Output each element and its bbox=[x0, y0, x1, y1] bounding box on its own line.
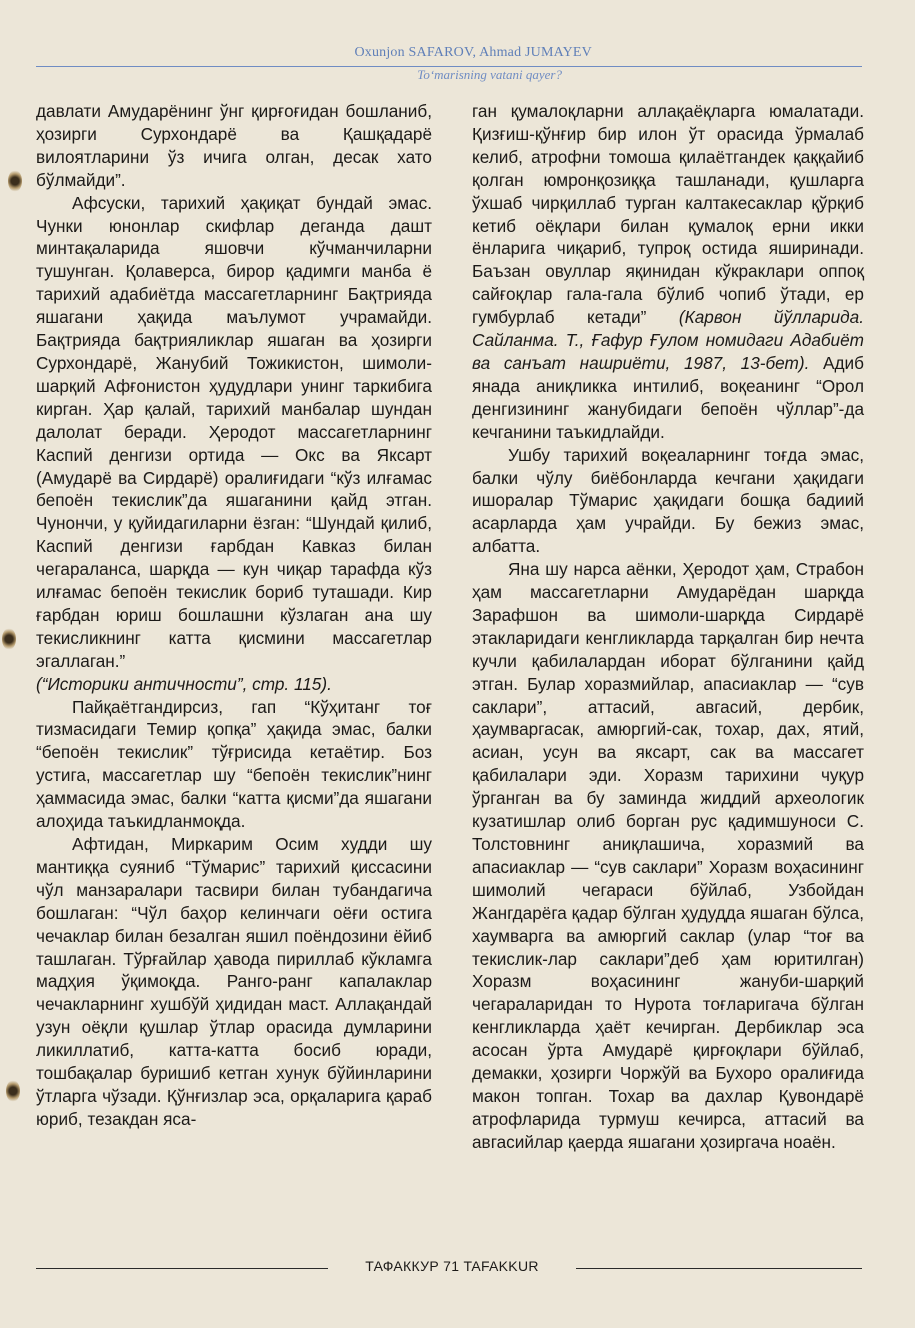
footer-rule-right bbox=[576, 1268, 862, 1269]
left-column bbox=[36, 100, 432, 1131]
page-footer bbox=[36, 1258, 862, 1278]
footer-rule-left bbox=[36, 1268, 328, 1269]
left-paragraph-3 bbox=[36, 696, 432, 833]
running-header bbox=[36, 44, 862, 62]
right-column bbox=[472, 100, 864, 1154]
right-paragraph-3 bbox=[472, 558, 864, 1154]
right-paragraph-1-text: ган қумалоқларни аллақаёқларга юмалатади. Қизғиш-қўнғир бир илон ўт орасида ўрмалаб келиб, атрофни томоша қилаётгандек қаққайиб қолган юмронқозиққа ташланади, қушларга ўхшаб чирқиллаб турган калтакесаклар қўрқиб кетиб оёқлари билан қумалоқ ерни икки ёнларига чиқариб, тупроқ остида яширинади. Баъзан овуллар яқинидан кўкраклари оппоқ сайғоқлар гала-гала бўлиб чопиб ўтади, ер гумбурлаб кетади” bbox=[472, 101, 864, 328]
right-paragraph-1-tail: Адиб янада аниқликка интилиб, воқеанинг “Орол денгизининг жанубидаги бепоён чўллар”-да кечганини таъкидлайди. bbox=[472, 352, 864, 442]
left-paragraph-3-text: Пайқаётгандирсиз, гап “Кўҳитанг тоғ тизмасидаги Темир қопқа” ҳақида эмас, балки “бепоён текислик” тўғрисида кетаётир. Боз устига, массагетлар шу “бепоён текислик”нинг ҳаммасида эмас, балки “катта қисми”да яшагани алоҳида таъкидланмоқда. bbox=[36, 696, 432, 832]
right-paragraph-1 bbox=[472, 100, 864, 444]
left-paragraph-2-text: Афсуски, тарихий ҳақиқат бундай эмас. Чунки юнонлар скифлар деганда дашт минтақаларида яшовчи кўчманчиларни тушунган. Қолаверса, бирор қадимги манба ё тарихий адабиётда массагетларнинг Бақтрияда яшагани ҳақида маълумот учрамайди. Бақтрияда бақтрияликлар яшаган ва ҳозирги Сурхондарё, Жанубий Тожикистон, шимоли-шарқий Афғонистон ҳудудлари унинг таркибига кирган. Ҳар қалай, тарихий манбалар шундан далолат беради. Ҳеродот массагетларнинг Каспий денгизи ортида — Окс ва Яксарт (Амударё ва Сирдарё) оралиғидаги “кўз илғамас бепоён текислик”да яшаганини қайд этган. Чунончи, у қуйидагиларни ёзган: “Шундай қилиб, Каспий денгизи ғарбдан Кавказ билан чегараланса, шарқда — кун чиқар тарафда кўз илғамас бепоён текислик бориб туташади. Кир ғарбдан юриш бошлашни кўзлаган ана шу текисликнинг катта қисмини массагетлар эгаллаган.” bbox=[36, 192, 432, 671]
right-paragraph-3-text: Яна шу нарса аёнки, Ҳеродот ҳам, Страбон ҳам массагетларни Амударёдан шарқда Зарафшон ва шимоли-шарқда Сирдарё этакларидаги кенгликларда тарқалган бир нечта кучли қабилалардан иборат бўлганини қайд этган. Булар хоразмийлар, апасиаклар — “сув саклари”, аттасий, авгасий, дербик, ҳаумваргасак, амюргий-сак, тохар, дах, ятий, асиан, усун ва яксарт, сак ва массагет қабилалари эди. Хоразм тарихини чуқур ўрганган ва бу заминда жиддий археологик кузатишлар олиб борган рус қадимшуноси С. Толстовнинг аниқлашича, хоразмий ва апасиаклар — “сув саклари” Хоразм воҳасининг шимолий чегараси бўйлаб, Узбойдан Жангдарёга қадар бўлган ҳудудда яшаган бўлса, хаумварга ва амюргий саклар (улар “тоғ ва текислик-лар саклари”деб ҳам юритилган) Хоразм воҳасининг жануби-шарқий чегараларидан то Нурота тоғларигача бўлган кенгликларда ҳаёт кечирган. Дербиклар эса асосан ўрта Амударё қирғоқлари бўйлаб, демакки, ҳозирги Чоржўй ва Бухоро оралиғида макон топган. Тохар ва дахлар Қувондарё атрофларида турмуш кечирса, аттасий ва авгасийлар қаерда яшагани ҳозиргача ноаён. bbox=[472, 559, 864, 1152]
binding-hole-mark bbox=[8, 170, 22, 192]
left-paragraph-2 bbox=[36, 192, 432, 696]
left-paragraph-1 bbox=[36, 100, 432, 192]
right-paragraph-2 bbox=[472, 444, 864, 559]
header-subtitle: To‘marisning vatani qayer? bbox=[417, 67, 562, 82]
header-subtitle-wrap bbox=[36, 67, 862, 83]
right-paragraph-1-citation: (Карвон йўлларида. Сайланма. Т., Ғафур Ғулом номидаги Адабиёт ва санъат нашриёти, 1987, 13-бет). bbox=[472, 307, 864, 373]
left-paragraph-1-text: давлати Амударёнинг ўнг қирғоғидан бошланиб, ҳозирги Сурхондарё ва Қашқадарё вилоятларини ўз ичига олган, десак хато бўлмайди”. bbox=[36, 101, 432, 190]
binding-hole-mark bbox=[6, 1080, 20, 1102]
right-paragraph-2-text: Ушбу тарихий воқеаларнинг тоғда эмас, балки чўлу биёбонларда кечгани ҳақидаги ишоралар Тўмарис ҳақидаги бошқа бадиий асарларда ҳам учрайди. Бу бежиз эмас, албатта. bbox=[472, 444, 864, 557]
left-paragraph-4-text: Афтидан, Миркарим Осим худди шу мантиққа суяниб “Тўмарис” тарихий қиссасини чўл манзаралари тасвири билан тубандагича бошлаган: “Чўл баҳор келинчаги оёғи остига чечаклар билан безалган яшил поёндозини ёйиб ташлаган. Тўрғайлар ҳавода пириллаб кўкламга мадҳия ўқимоқда. Ранго-ранг капалаклар чечакларнинг хушбўй ҳидидан маст. Аллақандай узун оёқли қушлар ўтлар орасида думларини ликиллатиб, катта-катта босиб юради, тошбақалар буришиб кетган хунук бўйинларини ўтларга чўзади. Қўнғизлар эса, орқаларига қараб юриб, тезакдан яса- bbox=[36, 834, 432, 1129]
footer-page-label: ТАФАККУР 71 TAFAKKUR bbox=[365, 1258, 539, 1274]
left-paragraph-4 bbox=[36, 833, 432, 1131]
left-paragraph-2-citation: (“Историки античности”, стр. 115). bbox=[36, 673, 332, 694]
header-authors: Oxunjon SAFAROV, Ahmad JUMAYEV bbox=[354, 45, 592, 60]
binding-hole-mark bbox=[2, 628, 16, 650]
